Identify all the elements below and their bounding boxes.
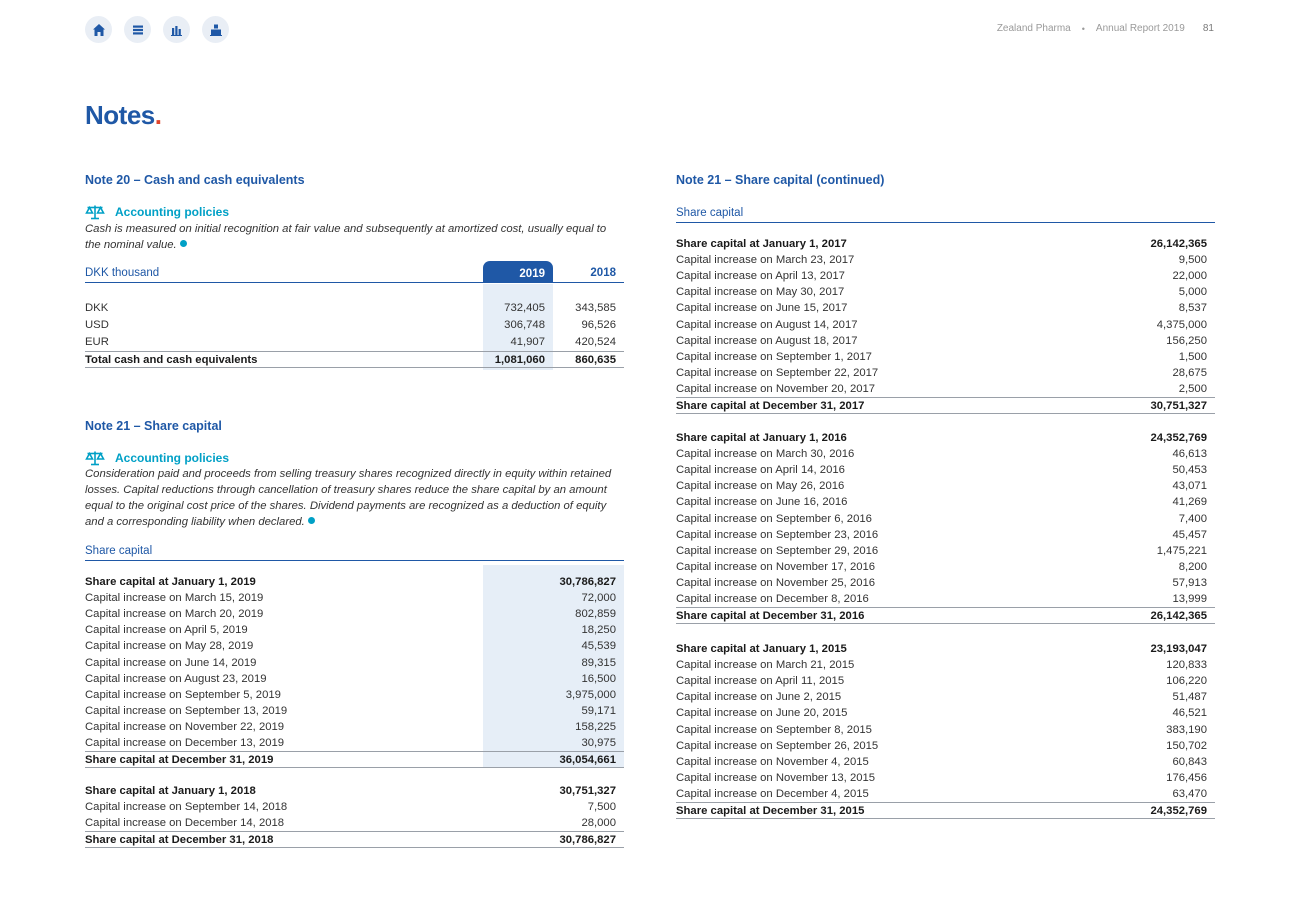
list-item: Capital increase on September 26, 2015 150,702 — [676, 739, 1207, 752]
list-item: Capital increase on March 30, 2016 46,613 — [676, 448, 1207, 461]
opening-balance-row: Share capital at January 1, 2015 23,193,047 — [676, 643, 1207, 655]
list-item: Capital increase on November 25, 2016 57,913 — [676, 576, 1207, 589]
list-item: Capital increase on September 6, 2016 7,400 — [676, 512, 1207, 525]
list-item: Capital increase on September 14, 2018 7,500 — [85, 801, 616, 814]
list-item: Capital increase on April 14, 2016 50,453 — [676, 464, 1207, 477]
list-item: Capital increase on September 1, 2017 1,500 — [676, 350, 1207, 363]
list-item: Capital increase on September 22, 2017 28,675 — [676, 366, 1207, 379]
list-item: Capital increase on March 23, 2017 9,500 — [676, 254, 1207, 267]
opening-balance-row: Share capital at January 1, 2018 30,751,327 — [85, 785, 616, 797]
col-2019-header: 2019 — [483, 261, 553, 283]
list-item: Capital increase on September 13, 2019 59,171 — [85, 704, 616, 717]
top-nav — [85, 16, 229, 43]
list-item: Capital increase on August 23, 2019 16,500 — [85, 672, 616, 685]
list-item: Capital increase on December 8, 2016 13,999 — [676, 593, 1207, 605]
separator-dot: • — [1081, 23, 1085, 34]
list-item: Capital increase on September 5, 2019 3,975,000 — [85, 688, 616, 701]
closing-balance-row: Share capital at December 31, 2015 24,352,769 — [676, 802, 1215, 819]
note21-policy-text: Consideration paid and proceeds from selling treasury shares recognized directly in equity within retained losses. Capital reductions through cancellation of treasury shares reduce the share capital by an amount equal to the original cost price of the shares. Dividend payments are recognized as a deduction of equity and a corresponding liability when declared. — [85, 468, 612, 528]
currency-unit-label: DKK thousand — [85, 267, 160, 279]
list-item: Capital increase on June 20, 2015 46,521 — [676, 707, 1207, 720]
list-item: Capital increase on September 29, 2016 1,475,221 — [676, 544, 1207, 557]
list-item: Capital increase on April 5, 2019 18,250 — [85, 624, 616, 637]
list-item: Capital increase on November 17, 2016 8,200 — [676, 560, 1207, 573]
list-item: Capital increase on May 28, 2019 45,539 — [85, 640, 616, 653]
col-2018-header: 2018 — [590, 267, 616, 279]
closing-balance-row: Share capital at December 31, 2019 36,054,661 — [85, 751, 624, 768]
note21-policy-heading: Accounting policies — [85, 450, 229, 466]
list-item: Capital increase on April 11, 2015 106,220 — [676, 675, 1207, 688]
list-item: Capital increase on March 15, 2019 72,000 — [85, 592, 616, 605]
table-row: DKK 732,405 343,585 — [85, 302, 616, 314]
list-item: Capital increase on August 18, 2017 156,250 — [676, 334, 1207, 347]
contents-button[interactable] — [124, 16, 151, 43]
note21-title: Note 21 – Share capital — [85, 419, 222, 433]
list-item: Capital increase on May 30, 2017 5,000 — [676, 286, 1207, 299]
list-item: Capital increase on December 14, 2018 28,000 — [85, 817, 616, 830]
list-item: Capital increase on June 16, 2016 41,269 — [676, 496, 1207, 509]
list-item: Capital increase on November 20, 2017 2,500 — [676, 382, 1207, 395]
company-name: Zealand Pharma — [996, 23, 1071, 34]
list-item: Capital increase on September 23, 2016 45,457 — [676, 528, 1207, 541]
list-item: Capital increase on June 15, 2017 8,537 — [676, 302, 1207, 315]
list-item: Capital increase on December 4, 2015 63,470 — [676, 787, 1207, 800]
closing-balance-row: Share capital at December 31, 2017 30,751,327 — [676, 397, 1215, 414]
list-item: Capital increase on March 21, 2015 120,833 — [676, 659, 1207, 672]
title-accent-dot: . — [154, 100, 162, 130]
note20-policy-heading: Accounting policies — [85, 204, 229, 220]
page-title: Notes. — [85, 100, 162, 130]
table-row: USD 306,748 96,526 — [85, 319, 616, 331]
list-item: Capital increase on November 22, 2019 158,225 — [85, 720, 616, 733]
total-row: Total cash and cash equivalents 1,081,060 860,635 — [85, 351, 624, 368]
list-item: Capital increase on December 13, 2019 30,975 — [85, 737, 616, 749]
list-item: Capital increase on June 14, 2019 89,315 — [85, 656, 616, 669]
list-item: Capital increase on June 2, 2015 51,487 — [676, 691, 1207, 704]
menu-icon — [131, 23, 145, 37]
home-icon — [92, 23, 106, 37]
report-header — [997, 23, 1214, 34]
list-item: Capital increase on November 13, 2015 176,456 — [676, 771, 1207, 784]
opening-balance-row: Share capital at January 1, 2017 26,142,365 — [676, 238, 1207, 250]
opening-balance-row: Share capital at January 1, 2016 24,352,769 — [676, 432, 1207, 444]
tools-button[interactable] — [202, 16, 229, 43]
share-capital-subheading: Share capital — [85, 541, 624, 561]
tools-icon — [209, 23, 223, 37]
closing-balance-row: Share capital at December 31, 2018 30,786,827 — [85, 831, 624, 848]
list-item: Capital increase on November 4, 2015 60,843 — [676, 755, 1207, 768]
list-item: Capital increase on May 26, 2016 43,071 — [676, 480, 1207, 493]
scales-icon — [85, 204, 105, 220]
closing-balance-row: Share capital at December 31, 2016 26,142,365 — [676, 607, 1215, 624]
scales-icon — [85, 450, 105, 466]
note21-continued-title: Note 21 – Share capital (continued) — [676, 173, 885, 187]
end-dot — [308, 517, 315, 524]
opening-balance-row: Share capital at January 1, 2019 30,786,827 — [85, 576, 616, 588]
list-item: Capital increase on April 13, 2017 22,000 — [676, 270, 1207, 283]
list-item: Capital increase on September 8, 2015 383,190 — [676, 723, 1207, 736]
charts-button[interactable] — [163, 16, 190, 43]
home-button[interactable] — [85, 16, 112, 43]
chart-icon — [170, 23, 184, 37]
note20-policy-text: Cash is measured on initial recognition at fair value and subsequently at amortized cost, usually equal to the nominal value. — [85, 223, 607, 251]
list-item: Capital increase on August 14, 2017 4,375,000 — [676, 318, 1207, 331]
note20-title: Note 20 – Cash and cash equivalents — [85, 173, 305, 187]
cash-table-header — [85, 261, 624, 283]
table-row: EUR 41,907 420,524 — [85, 336, 616, 348]
page-number: 81 — [1202, 23, 1214, 34]
end-dot — [180, 240, 187, 247]
report-name: Annual Report 2019 — [1095, 23, 1185, 34]
list-item: Capital increase on March 20, 2019 802,859 — [85, 608, 616, 621]
share-capital-subheading: Share capital — [676, 203, 1215, 223]
